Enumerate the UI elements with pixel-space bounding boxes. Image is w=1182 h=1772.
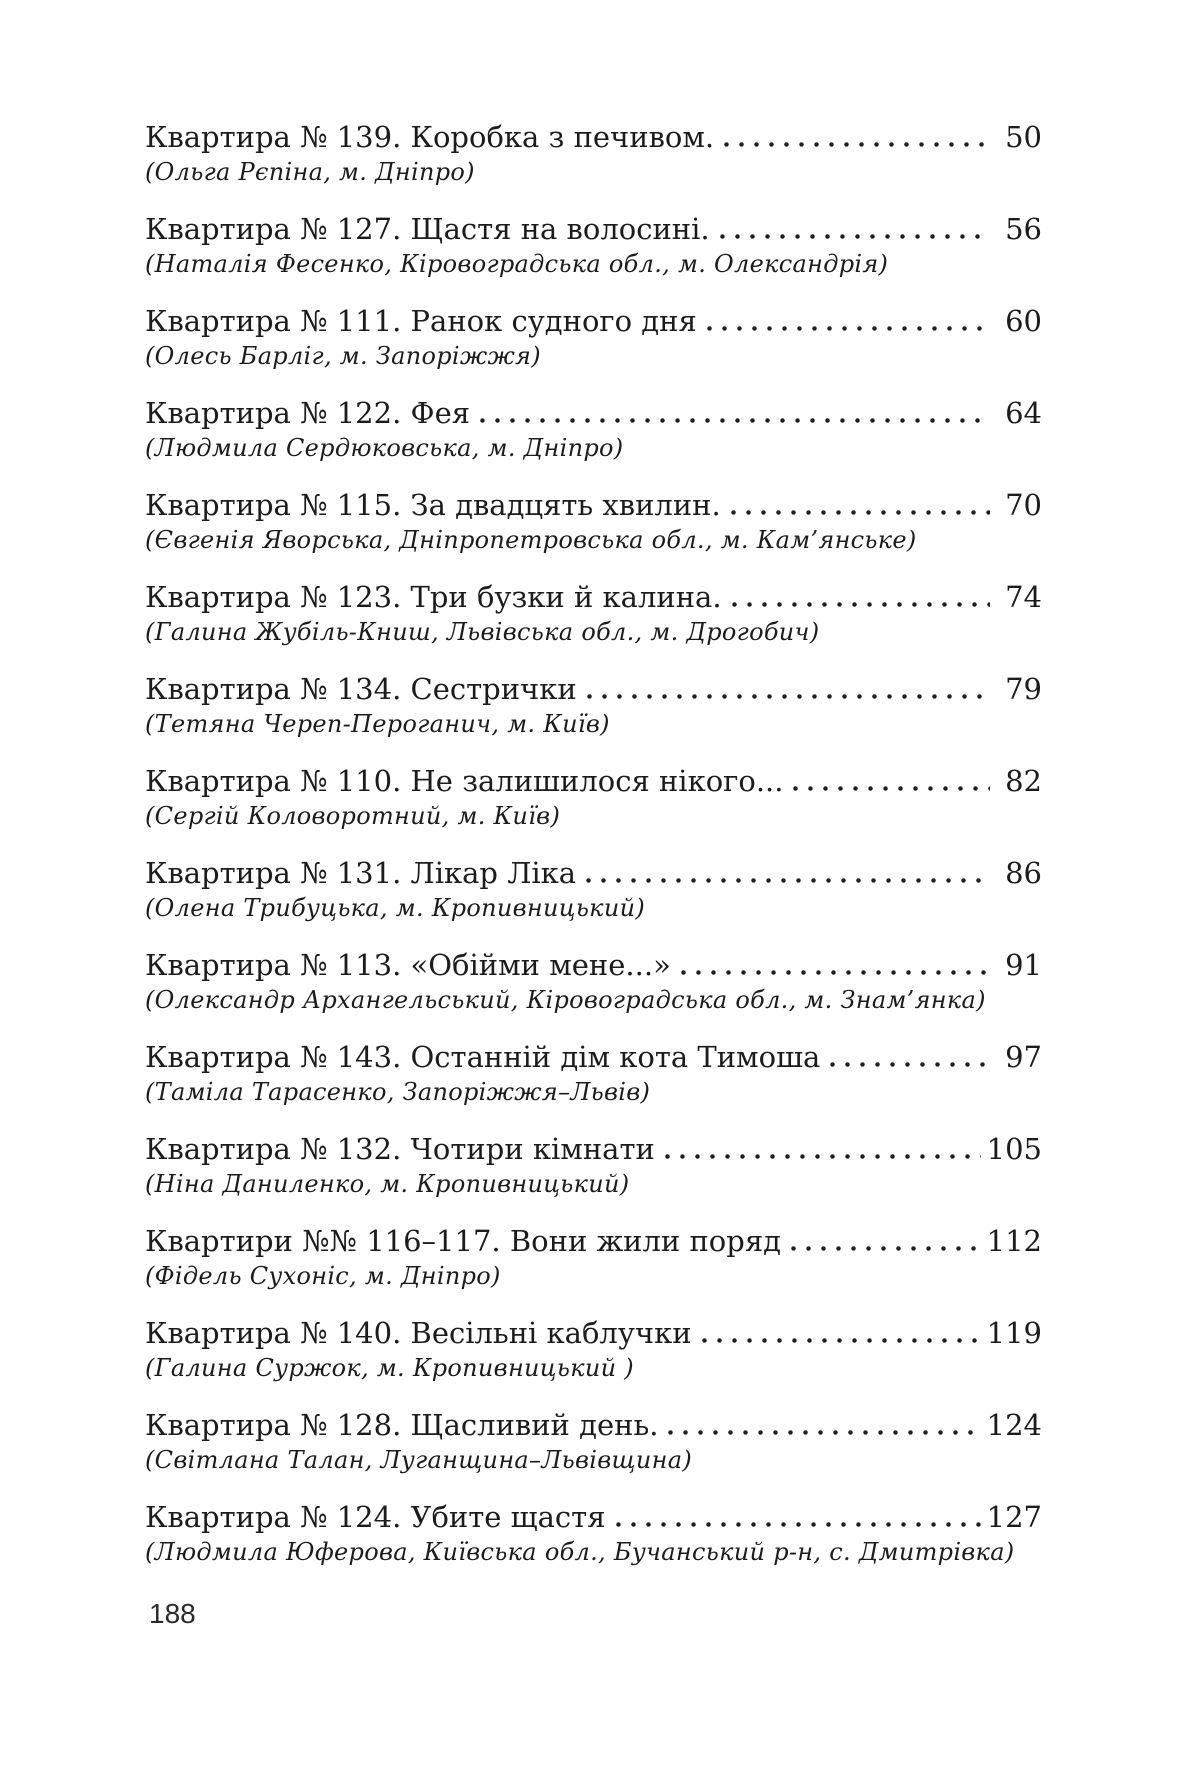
toc-entry-page-number: 74 bbox=[1005, 580, 1042, 614]
table-of-contents bbox=[145, 118, 1042, 1590]
toc-entry bbox=[145, 118, 1042, 188]
toc-entry-title: Квартира № 143. Останній дім кота Тимоша bbox=[145, 1040, 821, 1074]
toc-entry-line bbox=[145, 854, 1042, 892]
toc-entry-title: Квартира № 124. Убите щастя bbox=[145, 1500, 606, 1534]
toc-entry bbox=[145, 1038, 1042, 1108]
toc-entry-author: (Світлана Талан, Луганщина–Львівщина) bbox=[145, 1446, 692, 1474]
toc-entry-author: (Сергій Коловоротний, м. Київ) bbox=[145, 802, 561, 830]
toc-entry-line bbox=[145, 1314, 1042, 1352]
toc-entry-title: Квартира № 115. За двадцять хвилин. bbox=[145, 488, 721, 522]
toc-entry bbox=[145, 210, 1042, 280]
toc-entry-title: Квартира № 111. Ранок судного дня bbox=[145, 304, 697, 338]
dot-leader bbox=[702, 1338, 981, 1343]
toc-entry bbox=[145, 1498, 1042, 1568]
toc-entry-author: (Тетяна Череп-Пероганич, м. Київ) bbox=[145, 710, 610, 738]
toc-entry-page-number: 119 bbox=[986, 1316, 1042, 1350]
toc-entry-author: (Олесь Барліг, м. Запоріжжя) bbox=[145, 342, 541, 370]
toc-entry-line bbox=[145, 1222, 1042, 1260]
toc-entry-page-number: 79 bbox=[1005, 672, 1042, 706]
toc-entry-page-number: 50 bbox=[1005, 120, 1042, 154]
toc-entry-page-number: 112 bbox=[986, 1224, 1042, 1258]
dot-leader bbox=[791, 1246, 981, 1251]
toc-entry-page-number: 60 bbox=[1005, 304, 1042, 338]
page-number-folio: 188 bbox=[149, 1598, 196, 1629]
dot-leader bbox=[731, 510, 990, 515]
toc-entry-author: (Галина Жубіль-Книш, Львівська обл., м. Дрогобич) bbox=[145, 618, 820, 646]
toc-entry-author: (Ніна Даниленко, м. Кропивницький) bbox=[145, 1170, 630, 1198]
toc-entry bbox=[145, 946, 1042, 1016]
toc-entry-author: (Наталія Фесенко, Кіровоградська обл., м. Олександрія) bbox=[145, 250, 889, 278]
dot-leader bbox=[587, 694, 990, 699]
toc-entry-line bbox=[145, 1038, 1042, 1076]
toc-entry-author: (Олена Трибуцька, м. Кропивницький) bbox=[145, 894, 645, 922]
toc-entry-title: Квартира № 140. Весільні каблучки bbox=[145, 1316, 692, 1350]
toc-entry-title: Квартира № 132. Чотири кімнати bbox=[145, 1132, 655, 1166]
toc-entry-author: (Людмила Сердюковська, м. Дніпро) bbox=[145, 434, 624, 462]
toc-entry-line bbox=[145, 762, 1042, 800]
toc-entry-title: Квартира № 134. Сестрички bbox=[145, 672, 577, 706]
dot-leader bbox=[830, 1062, 990, 1067]
toc-entry-author: (Ольга Рєпіна, м. Дніпро) bbox=[145, 158, 475, 186]
toc-entry-line bbox=[145, 946, 1042, 984]
toc-entry bbox=[145, 1222, 1042, 1292]
toc-entry-title: Квартири №№ 116–117. Вони жили поряд bbox=[145, 1224, 781, 1258]
toc-entry-page-number: 127 bbox=[986, 1500, 1042, 1534]
dot-leader bbox=[732, 602, 990, 607]
toc-entry-author: (Людмила Юферова, Київська обл., Бучанський р-н, с. Дмитрівка) bbox=[145, 1538, 1015, 1566]
toc-entry-line bbox=[145, 118, 1042, 156]
toc-entry-page-number: 124 bbox=[986, 1408, 1042, 1442]
toc-entry-line bbox=[145, 1498, 1042, 1536]
dot-leader bbox=[616, 1522, 981, 1527]
dot-leader bbox=[586, 878, 990, 883]
toc-entry bbox=[145, 854, 1042, 924]
toc-entry bbox=[145, 394, 1042, 464]
toc-entry-page-number: 70 bbox=[1005, 488, 1042, 522]
dot-leader bbox=[720, 234, 990, 239]
toc-entry-title: Квартира № 122. Фея bbox=[145, 396, 471, 430]
dot-leader bbox=[665, 1154, 981, 1159]
toc-entry-page-number: 64 bbox=[1005, 396, 1042, 430]
toc-entry-author: (Фідель Сухоніс, м. Дніпро) bbox=[145, 1262, 501, 1290]
toc-entry-line bbox=[145, 1406, 1042, 1444]
toc-entry-page-number: 97 bbox=[1005, 1040, 1042, 1074]
toc-entry-line bbox=[145, 1130, 1042, 1168]
dot-leader bbox=[480, 418, 990, 423]
toc-entry bbox=[145, 1130, 1042, 1200]
toc-entry-title: Квартира № 123. Три бузки й калина. bbox=[145, 580, 722, 614]
toc-entry-line bbox=[145, 210, 1042, 248]
toc-entry-line bbox=[145, 394, 1042, 432]
toc-entry bbox=[145, 762, 1042, 832]
toc-entry-page-number: 82 bbox=[1005, 764, 1042, 798]
toc-entry-title: Квартира № 113. «Обійми мене...» bbox=[145, 948, 671, 982]
dot-leader bbox=[707, 326, 990, 331]
toc-entry-title: Квартира № 128. Щасливий день. bbox=[145, 1408, 659, 1442]
dot-leader bbox=[793, 786, 990, 791]
toc-entry-page-number: 91 bbox=[1005, 948, 1042, 982]
toc-entry bbox=[145, 486, 1042, 556]
toc-entry-page-number: 56 bbox=[1005, 212, 1042, 246]
toc-entry bbox=[145, 670, 1042, 740]
dot-leader bbox=[668, 1430, 980, 1435]
toc-entry-line bbox=[145, 670, 1042, 708]
toc-entry-page-number: 105 bbox=[986, 1132, 1042, 1166]
toc-entry-title: Квартира № 139. Коробка з печивом. bbox=[145, 120, 715, 154]
toc-entry-title: Квартира № 127. Щастя на волосині. bbox=[145, 212, 710, 246]
toc-entry-line bbox=[145, 486, 1042, 524]
toc-entry-author: (Таміла Тарасенко, Запоріжжя–Львів) bbox=[145, 1078, 651, 1106]
toc-entry-line bbox=[145, 302, 1042, 340]
toc-entry-title: Квартира № 131. Лікар Ліка bbox=[145, 856, 577, 890]
toc-entry bbox=[145, 1406, 1042, 1476]
dot-leader bbox=[724, 142, 990, 147]
dot-leader bbox=[681, 970, 990, 975]
toc-entry bbox=[145, 1314, 1042, 1384]
toc-entry-author: (Олександр Архангельський, Кіровоградська обл., м. Знам’янка) bbox=[145, 986, 986, 1014]
toc-entry bbox=[145, 302, 1042, 372]
toc-entry-line bbox=[145, 578, 1042, 616]
toc-entry-author: (Євгенія Яворська, Дніпропетровська обл., м. Кам’янське) bbox=[145, 526, 917, 554]
toc-entry-title: Квартира № 110. Не залишилося нікого... bbox=[145, 764, 784, 798]
toc-entry bbox=[145, 578, 1042, 648]
toc-entry-author: (Галина Суржок, м. Кропивницький ) bbox=[145, 1354, 634, 1382]
toc-entry-page-number: 86 bbox=[1005, 856, 1042, 890]
